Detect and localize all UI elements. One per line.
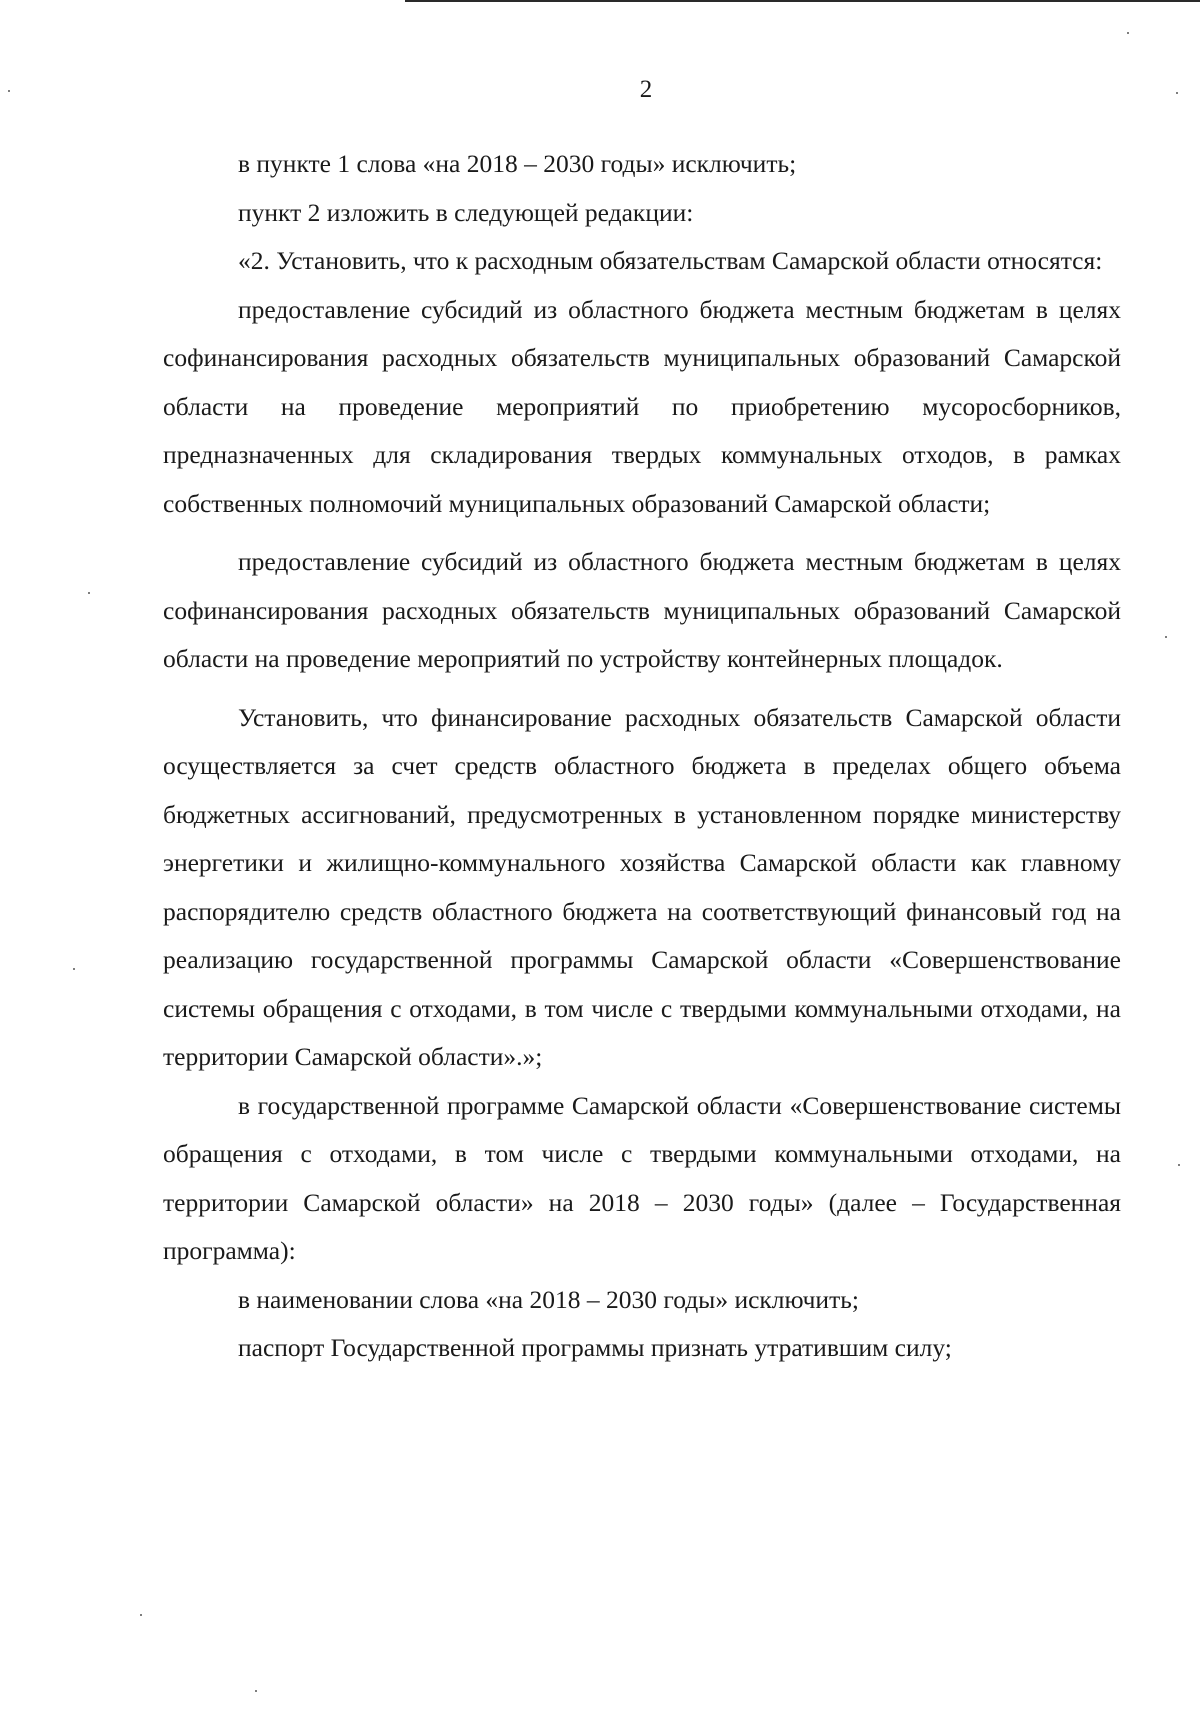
paragraph-financing: Установить, что финансирование расходных обязательств Самарской области осуществляется за счет средств областного бюджета в пределах общего объема бюджетных ассигнований, предусмотренных в установленном порядке министерству энергетики и жилищно-коммунального хозяйства Самарской области как главному распорядителю средств областного бюджета на соответствующий финансовый год на реализацию государственной программы Самарской области «Совершенствование системы обращения с отходами, в том числе с твердыми коммунальными отходами, на территории Самарской области».»; <box>163 702 1121 1071</box>
paragraph-state-program: в государственной программе Самарской области «Совершенствование системы обращения с отходами, в том числе с твердыми коммунальными отходами, на территории Самарской области» на 2018 – 2030 годы» (далее – Государственная программа): <box>163 1090 1121 1265</box>
scan-edge-line <box>405 0 1200 2</box>
scan-speck <box>73 968 75 970</box>
scan-speck <box>88 592 90 594</box>
scan-speck <box>140 1614 142 1616</box>
scan-speck <box>1178 1164 1180 1166</box>
paragraph-obligations-intro: «2. Установить, что к расходным обязательствам Самарской области относятся: <box>238 246 1103 275</box>
paragraph-subsidy-waste-bins: предоставление субсидий из областного бюджета местным бюджетам в целях софинансирования расходных обязательств муниципальных образований Самарской области на проведение мероприятий по приобретению мусоросборников, предназначенных для складирования твердых коммунальных отходов, в рамках собственных полномочий муниципальных образований Самарской области; <box>163 294 1121 518</box>
paragraph-subsidy-container-sites: предоставление субсидий из областного бюджета местным бюджетам в целях софинансирования расходных обязательств муниципальных образований Самарской области на проведение мероприятий по устройству контейнерных площадок. <box>163 547 1121 673</box>
scan-speck <box>1165 636 1167 638</box>
paragraph-passport-void: паспорт Государственной программы признать утратившим силу; <box>238 1333 952 1362</box>
scan-speck <box>1127 32 1129 34</box>
paragraph-item-1-amendment: в пункте 1 слова «на 2018 – 2030 годы» исключить; <box>238 149 797 178</box>
scan-speck <box>255 1690 257 1692</box>
document-body <box>163 140 1121 1373</box>
page-number: 2 <box>639 76 653 103</box>
paragraph-item-2-new-wording: пункт 2 изложить в следующей редакции: <box>238 197 694 227</box>
paragraph-title-amendment: в наименовании слова «на 2018 – 2030 годы» исключить; <box>238 1284 859 1314</box>
